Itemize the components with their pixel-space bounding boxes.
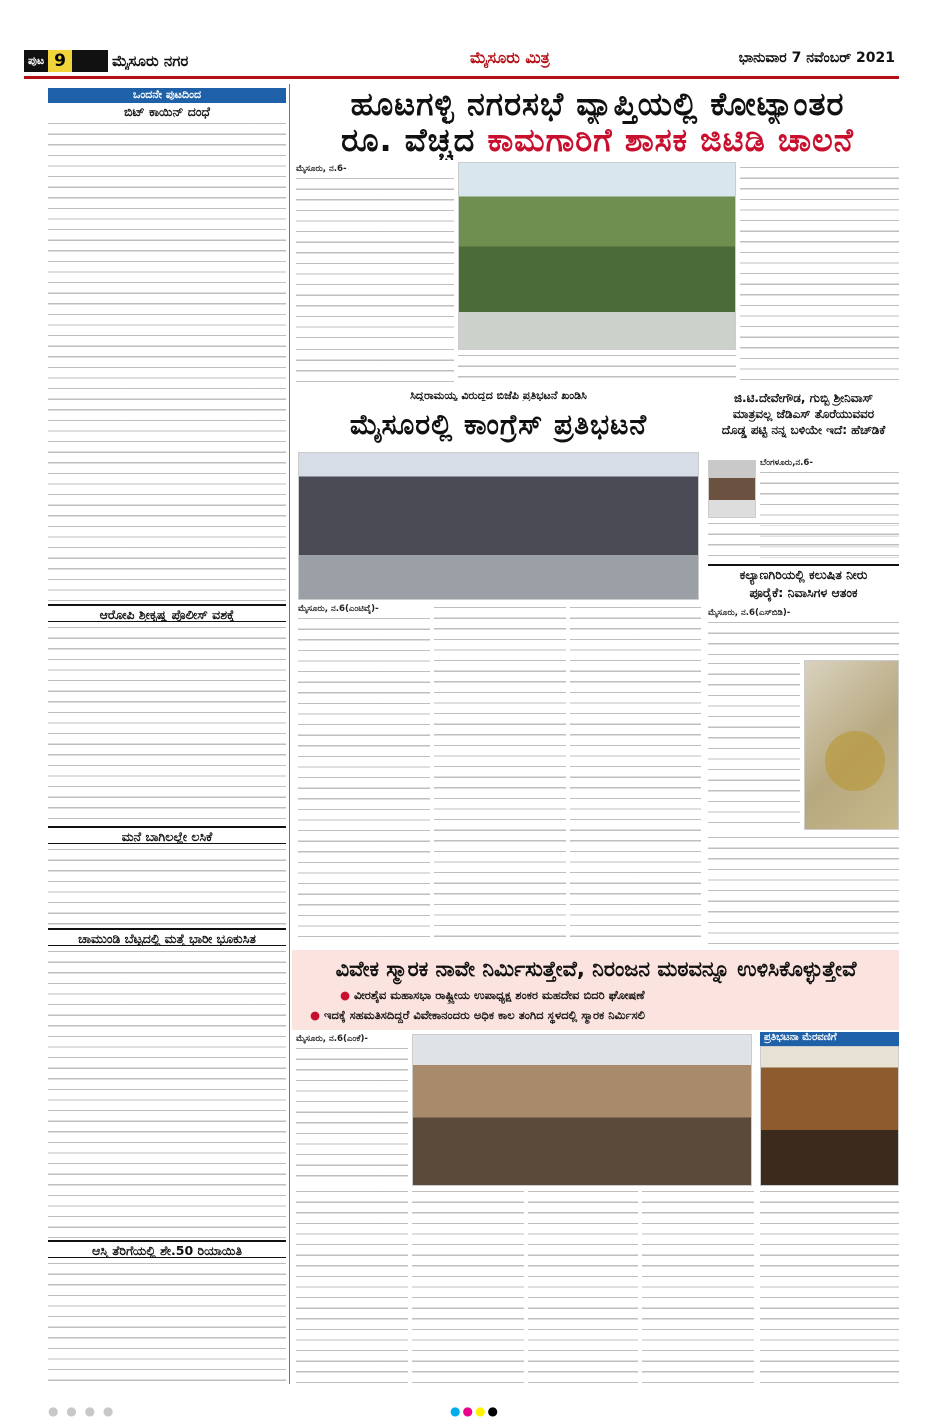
- lead-photo-caption: [458, 352, 736, 382]
- procession-photo: [760, 1046, 899, 1186]
- vivekananda-bullet-2-text: ಇದಕ್ಕೆ ಸಹಮತಿಸದಿದ್ದರೆ ವಿವೇಕಾನಂದರು ಅಧಿಕ ಕಾಲ ತಂಗಿದ ಸ್ಥಳದಲ್ಲಿ ಸ್ಮಾರಕ ನಿರ್ಮಿಸಲಿ: [324, 1008, 646, 1022]
- vivekananda-dateline: ಮೈಸೂರು, ನ.6(ಎಂಕೆ)-: [296, 1034, 368, 1044]
- chamundi-heading: ಚಾಮುಂಡಿ ಬೆಟ್ಟದಲ್ಲಿ ಮತ್ತೆ ಭಾರೀ ಭೂಕುಸಿತ: [48, 928, 286, 946]
- registration-marks-center: ●●●●: [450, 1404, 500, 1418]
- continued-label: ಒಂದನೇ ಪುಟದಿಂದ: [48, 88, 286, 103]
- vivekananda-bullet-2: [310, 1008, 896, 1024]
- section-title: ಮೈಸೂರು ನಗರ: [112, 52, 189, 70]
- water-body-a: [708, 608, 899, 658]
- lead-headline-red: ಕಾಮಗಾರಿಗೆ ಶಾಸಕ ಜಿಟಿಡಿ ಚಾಲನೆ: [487, 121, 854, 159]
- hdk-dateline: ಬೆಂಗಳೂರು,ನ.6-: [760, 458, 813, 468]
- registration-marks-left: ● ● ● ●: [48, 1404, 116, 1418]
- hdk-body-b: [708, 520, 899, 560]
- congress-body-col3: [570, 604, 701, 944]
- vivekananda-photo: [412, 1034, 752, 1186]
- vivekananda-body-col4: [642, 1188, 754, 1384]
- hdk-headline-line3: ದೊಡ್ಡ ಪಟ್ಟಿ ನನ್ನ ಬಳಿಯೇ ಇದೆ: ಹೆಚ್‍ಡಿಕೆ: [721, 423, 886, 437]
- water-body-c: [708, 834, 899, 946]
- vaccine-body: [48, 846, 286, 926]
- lead-headline-black: ರೂ. ವೆಚ್ಚದ: [341, 121, 476, 159]
- tax-body: [48, 1260, 286, 1384]
- lead-body-col1b: [296, 346, 454, 386]
- vivekananda-body-col3: [528, 1188, 638, 1384]
- water-headline-line1: ಕಲ್ಯಾಣಗಿರಿಯಲ್ಲಿ ಕಲುಷಿತ ನೀರು: [739, 567, 868, 582]
- congress-photo: [298, 452, 699, 600]
- vivekananda-body-col1: [296, 1034, 408, 1184]
- lead-body-col3: [740, 164, 899, 384]
- congress-body-col2: [434, 604, 566, 944]
- page-label: ಪುಟ: [28, 54, 45, 67]
- tax-heading: ಆಸ್ತಿ ತೆರಿಗೆಯಲ್ಲಿ ಶೇ.50 ರಿಯಾಯಿತಿ: [48, 1240, 286, 1258]
- page-number-box: [24, 50, 108, 72]
- lead-headline-line2: [296, 120, 899, 160]
- hdk-headline: [708, 390, 899, 452]
- vivekananda-body-col2: [412, 1188, 524, 1384]
- hdk-portrait: [708, 460, 756, 518]
- lead-dateline: ಮೈಸೂರು, ನ.6-: [296, 164, 347, 174]
- vivekananda-body-col1b: [296, 1188, 408, 1384]
- congress-body-col1: [298, 604, 430, 944]
- arrest-heading: ಆರೋಪಿ ಶ್ರೀಕೃಷ್ಣ ಪೊಲೀಸ್ ವಶಕ್ಕೆ: [48, 604, 286, 622]
- congress-kicker: ಸಿದ್ದರಾಮಯ್ಯ ವಿರುದ್ಧದ ಬಿಜೆಪಿ ಪ್ರತಿಭಟನೆ ಖಂಡಿಸಿ: [410, 389, 587, 401]
- vivekananda-body-col5: [760, 1188, 899, 1384]
- bitcoin-heading: ಬಿಟ್ ಕಾಯಿನ್ ದಂಧೆ: [124, 104, 210, 119]
- vivekananda-bullet-1: [340, 988, 880, 1004]
- masthead-rule: [24, 76, 899, 79]
- bitcoin-body: [48, 120, 286, 602]
- column-divider: [289, 84, 290, 1384]
- water-photo: [804, 660, 899, 830]
- hdk-headline-line1: ಜಿ.ಟಿ.ದೇವೇಗೌಡ, ಗುಬ್ಬಿ ಶ್ರೀನಿವಾಸ್: [733, 391, 874, 405]
- water-headline: [708, 564, 899, 604]
- hdk-headline-line2: ಮಾತ್ರವಲ್ಲ ಜೆಡಿಎಸ್ ತೊರೆಯುವವರ: [732, 407, 875, 421]
- vaccine-heading: ಮನೆ ಬಾಗಿಲಲ್ಲೇ ಲಸಿಕೆ: [48, 826, 286, 844]
- vivekananda-bullet-1-text: ವೀರಶೈವ ಮಹಾಸಭಾ ರಾಷ್ಟ್ರೀಯ ಉಪಾಧ್ಯಕ್ಷ ಶಂಕರ ಮಹದೇವ ಬಿದರಿ ಘೋಷಣೆ: [354, 988, 645, 1002]
- procession-subhead: ಪ್ರತಿಭಟನಾ ಮೆರವಣಿಗೆ: [760, 1032, 899, 1046]
- water-body-b: [708, 660, 800, 830]
- lead-body-col1: [296, 164, 454, 344]
- congress-headline: ಮೈಸೂರಲ್ಲಿ ಕಾಂಗ್ರೆಸ್ ಪ್ರತಿಭಟನೆ: [349, 408, 648, 441]
- chamundi-body: [48, 948, 286, 1238]
- lead-headline-line1: ಹೂಟಗಳ್ಳಿ ನಗರಸಭೆ ವ್ಯಾಪ್ತಿಯಲ್ಲಿ ಕೋಟ್ಯಾಂತರ: [350, 85, 845, 123]
- vivekananda-headline: ವಿವೇಕ ಸ್ಮಾರಕ ನಾವೇ ನಿರ್ಮಿಸುತ್ತೇವೆ, ನಿರಂಜನ ಮಠವನ್ನೂ ಉಳಿಸಿಕೊಳ್ಳುತ್ತೇವೆ: [335, 957, 857, 981]
- lead-photo: [458, 162, 736, 350]
- water-dateline: ಮೈಸೂರು, ನ.6(ಎಸ್‍ಬಿಡಿ)-: [708, 608, 791, 618]
- congress-dateline: ಮೈಸೂರು, ನ.6(ಎಂಟಿವೈ)-: [298, 604, 379, 614]
- issue-date: ಭಾನುವಾರ 7 ನವೆಂಬರ್ 2021: [738, 50, 895, 66]
- water-headline-line2: ಪೂರೈಕೆ: ನಿವಾಸಿಗಳ ಆತಂಕ: [749, 585, 858, 600]
- arrest-body: [48, 624, 286, 824]
- page-number: 9: [48, 50, 72, 72]
- paper-name: ಮೈಸೂರು ಮಿತ್ರ: [470, 48, 550, 67]
